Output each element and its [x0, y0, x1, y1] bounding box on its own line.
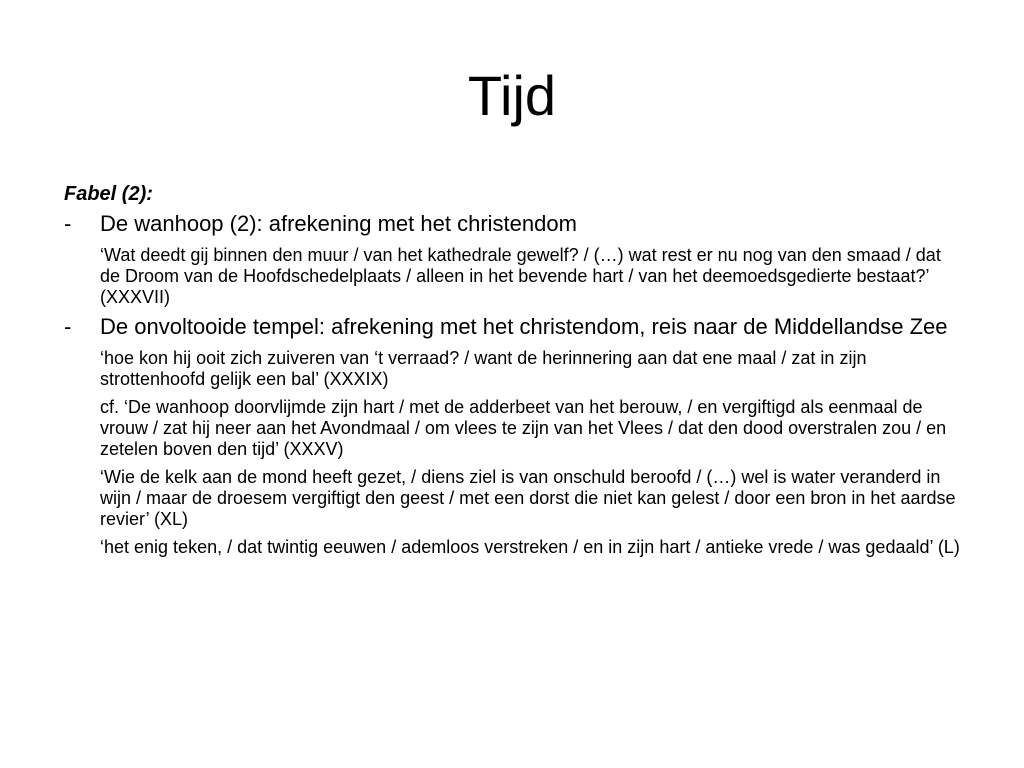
bullet-marker: -: [64, 211, 72, 236]
bullet-marker: -: [64, 314, 72, 339]
quote-text: ‘Wie de kelk aan de mond heeft gezet, / diens ziel is van onschuld beroofd / (…) wel is water veranderd in wijn / maar de droesem vergiftigt den geest / met een dorst die niet kan gelest / door een bron in het aardse revier’ (XL): [100, 467, 956, 529]
quote-text: ‘het enig teken, / dat twintig eeuwen / ademloos verstreken / en in zijn hart / antieke vrede / was gedaald’ (L): [100, 537, 960, 557]
bullet-item: [64, 212, 964, 236]
slide-title: Tijd: [467, 64, 557, 127]
quote-text: ‘Wat deedt gij binnen den muur / van het kathedrale gewelf? / (…) wat rest er nu nog van den smaad / dat de Droom van de Hoofdschedelplaats / alleen in het bevende hart / van het deemoedsgedierte bestaat?’ (XXXVII): [100, 245, 941, 307]
slide-body: [64, 182, 964, 565]
quote-text: ‘hoe kon hij ooit zich zuiveren van ‘t verraad? / want de herinnering aan dat ene maal / zat in zijn strottenhoofd gelijk een bal’ (XXXIX): [100, 348, 867, 389]
bullet-text: De onvoltooide tempel: afrekening met het christendom, reis naar de Middellandse Zee: [100, 314, 948, 339]
bullet-text: De wanhoop (2): afrekening met het christendom: [100, 211, 577, 236]
bullet-item: [64, 315, 964, 339]
section-heading: Fabel (2):: [64, 183, 153, 205]
quote-text: cf. ‘De wanhoop doorvlijmde zijn hart / met de adderbeet van het berouw, / en vergiftigd als eenmaal de vrouw / zat hij neer aan het Avondmaal / om vlees te zijn van het Vlees / dat den dood overstralen zou / en zetelen boven den tijd’ (XXXV): [100, 397, 947, 459]
